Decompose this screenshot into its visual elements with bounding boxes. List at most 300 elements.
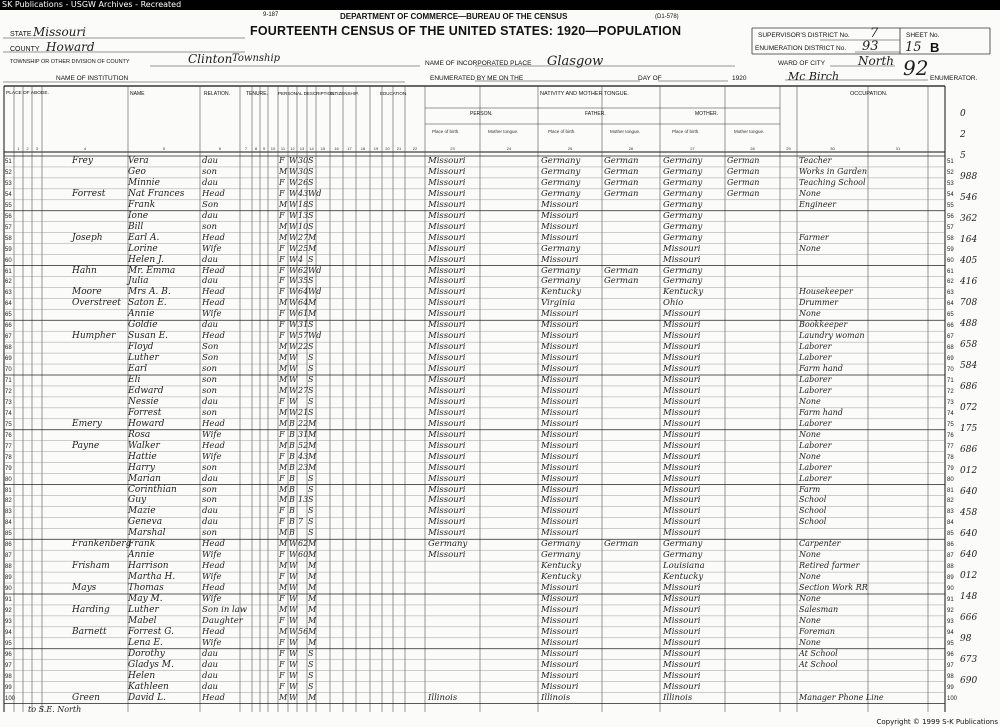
row-number: 86 — [5, 542, 12, 549]
row-number: 59 — [947, 246, 954, 253]
cell-mtongue: German — [727, 156, 760, 165]
cell-sex: M — [279, 528, 288, 538]
cell-fbirth: Missouri — [541, 199, 579, 210]
row-number: 95 — [947, 640, 954, 647]
row-number: 79 — [5, 465, 12, 472]
row-number: 61 — [947, 268, 954, 275]
margin-number: 666 — [960, 613, 978, 623]
cell-occ: Laundry woman — [799, 331, 865, 341]
cell-fbirth: Germany — [541, 265, 581, 276]
cell-mbirth: Missouri — [663, 473, 701, 484]
enumerated-label: ENUMERATED BY ME ON THE — [430, 75, 524, 82]
cell-mbirth: Illinois — [663, 692, 693, 703]
cell-occ: Manager Phone Line — [799, 692, 884, 702]
cell-given: Susan E. — [128, 331, 169, 342]
cell-birth: Missouri — [428, 320, 466, 331]
cell-ms: M — [308, 298, 317, 308]
footer-note: to S.E. North — [28, 705, 82, 714]
row-number: 72 — [5, 388, 12, 395]
cell-sex: F — [279, 309, 285, 319]
cell-sex: M — [279, 462, 288, 472]
cell-mbirth: Kentucky — [663, 572, 704, 583]
cell-birth: Missouri — [428, 331, 466, 342]
cell-rel: dau — [202, 396, 218, 407]
cell-surname: Emery — [72, 418, 102, 429]
cell-fbirth: Missouri — [541, 385, 579, 396]
cell-ms: M — [308, 451, 317, 461]
cell-fbirth: Missouri — [541, 484, 579, 495]
row-number: 57 — [5, 224, 12, 231]
cell-mtongue: German — [727, 188, 760, 198]
row-number: 74 — [947, 410, 954, 417]
row-number: 94 — [947, 629, 954, 636]
cell-race: B — [289, 451, 295, 461]
margin-number: 686 — [960, 445, 978, 455]
row-number: 100 — [947, 695, 958, 702]
cell-occ: Farm — [799, 484, 821, 494]
cell-age: 13 — [298, 495, 309, 505]
cell-ms: M — [308, 604, 317, 614]
cell-fbirth: Missouri — [541, 451, 579, 462]
cell-mbirth: Missouri — [663, 364, 701, 375]
cell-surname: Payne — [72, 440, 100, 451]
column-number: 13 — [299, 146, 305, 151]
row-number: 71 — [947, 378, 954, 384]
sheet-value: 15 — [905, 40, 922, 55]
cell-ms: S — [308, 342, 314, 352]
cell-fbirth: Kentucky — [541, 287, 582, 298]
cell-rel: Son — [202, 199, 219, 210]
row-number: 92 — [947, 607, 954, 614]
occupation-header: OCCUPATION. — [850, 91, 888, 97]
cell-age: 18 — [298, 199, 309, 209]
cell-surname: Moore — [72, 287, 102, 298]
cell-race: W — [289, 287, 298, 297]
row-number: 60 — [5, 257, 12, 264]
cell-age: 60 — [298, 550, 309, 560]
census-title: FOURTEENTH CENSUS OF THE UNITED STATES: 1920—POPULATION — [250, 24, 682, 38]
cell-race: W — [289, 156, 298, 165]
cell-occ: None — [799, 243, 821, 253]
institution-label: NAME OF INSTITUTION — [56, 75, 129, 82]
column-number: 14 — [309, 146, 314, 151]
cell-mbirth: Missouri — [663, 353, 701, 364]
cell-mbirth: Missouri — [663, 385, 701, 396]
cell-rel: Wife — [202, 550, 222, 561]
cell-race: W — [289, 364, 298, 374]
cell-race: W — [289, 166, 298, 176]
row-number: 90 — [947, 586, 954, 593]
cell-mbirth: Germany — [663, 177, 703, 188]
cell-birth: Missouri — [428, 473, 466, 484]
cell-occ: Housekeeper — [799, 287, 853, 297]
cell-mtongue: German — [727, 177, 760, 187]
cell-fbirth: Missouri — [541, 604, 579, 615]
cell-ms: S — [308, 396, 314, 406]
cell-occ: Laborer — [799, 342, 832, 352]
row-number: 96 — [947, 651, 954, 658]
cell-ftongue: German — [604, 276, 639, 287]
cell-sex: F — [279, 265, 285, 275]
cell-ftongue: German — [604, 156, 639, 166]
cell-occ: Salesman — [799, 604, 839, 614]
margin-number: 2 — [960, 130, 966, 140]
cell-occ: Bookkeeper — [799, 320, 848, 330]
cell-given: Mr. Emma — [128, 265, 176, 276]
cell-mbirth: Missouri — [663, 528, 701, 539]
cell-age: 23 — [298, 462, 309, 472]
cell-mbirth: Missouri — [663, 583, 701, 594]
mother-birth-sub: Place of birth. — [672, 129, 700, 134]
cell-birth: Missouri — [428, 385, 466, 396]
cell-rel: dau — [202, 156, 218, 166]
cell-sex: M — [279, 539, 288, 549]
corner-number: 92 — [903, 56, 929, 80]
cell-race: B — [289, 528, 295, 538]
cell-fbirth: Missouri — [541, 626, 579, 637]
cell-ms: M — [308, 572, 317, 582]
cell-sex: M — [279, 166, 288, 176]
cell-race: W — [289, 594, 298, 603]
cell-age: 64 — [298, 287, 309, 297]
cell-fbirth: Germany — [541, 539, 581, 550]
cell-age: 26 — [298, 177, 309, 187]
cell-birth: Missouri — [428, 462, 466, 473]
cell-rel: Head — [202, 287, 225, 298]
cell-birth: Missouri — [428, 550, 466, 561]
row-number: 77 — [947, 443, 954, 450]
row-number: 74 — [5, 410, 12, 417]
cell-occ: Laborer — [799, 353, 832, 363]
cell-fbirth: Missouri — [541, 210, 579, 221]
cell-rel: dau — [202, 517, 218, 528]
cell-fbirth: Missouri — [541, 232, 579, 243]
cell-ms: S — [308, 659, 314, 669]
cell-ms: S — [308, 506, 314, 516]
cell-race: W — [289, 692, 298, 702]
cell-given: Floyd — [128, 342, 154, 353]
person-tongue-sub: Mother tongue. — [488, 129, 519, 134]
ward-value: North — [858, 54, 895, 68]
cell-ms: Wd — [308, 188, 322, 198]
row-number: 62 — [947, 279, 954, 286]
row-number: 76 — [947, 432, 954, 439]
row-number: 98 — [947, 673, 954, 680]
cell-age: 43 — [298, 451, 309, 461]
cell-rel: son — [202, 528, 217, 539]
cell-ms: M — [308, 626, 317, 636]
archive-banner: SK Publications - USGW Archives - Recreated — [0, 0, 1000, 10]
cell-race: W — [289, 232, 298, 242]
row-number: 82 — [947, 498, 954, 505]
cell-fbirth: Missouri — [541, 583, 579, 594]
cell-ms: S — [308, 353, 314, 363]
row-number: 91 — [5, 597, 12, 603]
row-number: 87 — [5, 553, 12, 560]
cell-given: Goldie — [128, 320, 158, 331]
township-value: Clinton — [188, 52, 233, 66]
cell-occ: School — [799, 506, 827, 516]
cell-fbirth: Germany — [541, 550, 581, 561]
margin-number: 690 — [960, 676, 978, 686]
row-number: 97 — [947, 662, 954, 669]
year-label: 1920 — [732, 75, 747, 82]
column-number: 9 — [262, 146, 266, 151]
cell-race: W — [289, 210, 298, 220]
cell-sex: M — [279, 199, 288, 209]
cell-occ: None — [799, 637, 821, 647]
row-number: 68 — [947, 345, 954, 352]
row-number: 73 — [947, 399, 954, 406]
cell-mbirth: Missouri — [663, 517, 701, 528]
cell-ms: Wd — [308, 331, 322, 341]
cell-ms: S — [308, 199, 314, 209]
row-number: 72 — [947, 388, 954, 395]
relation-header: RELATION. — [204, 91, 231, 97]
cell-ms: S — [308, 484, 314, 494]
cell-sex: M — [279, 583, 288, 593]
cell-sex: F — [279, 429, 285, 439]
column-number: 15 — [320, 146, 326, 151]
cell-mbirth: Missouri — [663, 495, 701, 506]
cell-sex: M — [279, 604, 288, 614]
cell-fbirth: Germany — [541, 188, 581, 199]
cell-given: Forrest — [128, 407, 162, 418]
cell-birth: Missouri — [428, 528, 466, 539]
cell-fbirth: Missouri — [541, 342, 579, 353]
cell-birth: Missouri — [428, 166, 466, 177]
cell-mbirth: Germany — [663, 188, 703, 199]
cell-rel: son — [202, 495, 217, 506]
cell-sex: M — [279, 385, 288, 395]
cell-birth: Missouri — [428, 440, 466, 451]
mother-tongue-sub: Mother tongue. — [734, 129, 765, 134]
margin-number: 458 — [960, 508, 978, 518]
cell-fbirth: Kentucky — [541, 572, 582, 583]
cell-mbirth: Missouri — [663, 451, 701, 462]
cell-mbirth: Germany — [663, 265, 703, 276]
cell-rel: Son — [202, 342, 219, 353]
cell-ms: M — [308, 309, 317, 319]
row-number: 56 — [5, 213, 12, 220]
cell-given: Mabel — [128, 615, 157, 626]
cell-occ: Drummer — [799, 298, 839, 308]
cell-sex: F — [279, 396, 285, 406]
cell-ms: S — [308, 375, 314, 384]
cell-fbirth: Illinois — [541, 692, 571, 703]
cell-rel: Wife — [202, 637, 222, 648]
cell-mbirth: Missouri — [663, 418, 701, 429]
margin-number: 673 — [960, 655, 978, 665]
cell-rel: Head — [202, 265, 225, 276]
cell-given: Walker — [128, 440, 160, 451]
cell-given: Ione — [128, 210, 149, 221]
cell-fbirth: Missouri — [541, 495, 579, 506]
row-number: 96 — [5, 651, 12, 658]
cell-ms: S — [308, 495, 314, 505]
cell-given: Saton E. — [128, 298, 167, 309]
row-number: 84 — [5, 520, 12, 527]
enumeration-value: 93 — [862, 39, 879, 54]
cell-race: B — [289, 495, 295, 505]
cell-race: W — [289, 550, 298, 560]
cell-sex: M — [279, 375, 288, 384]
cell-surname: Frey — [72, 156, 93, 166]
row-number: 75 — [5, 421, 12, 428]
cell-occ: None — [799, 188, 821, 198]
column-number: 10 — [270, 146, 276, 151]
cell-mbirth: Missouri — [663, 309, 701, 320]
cell-rel: Wife — [202, 594, 222, 604]
form-number: 9-187 — [263, 12, 279, 18]
cell-occ: Engineer — [799, 199, 837, 209]
personal-header: PERSONAL DESCRIPTION. — [278, 91, 336, 96]
margin-number: 640 — [960, 550, 978, 560]
cell-mbirth: Missouri — [663, 637, 701, 648]
cell-ms: S — [308, 156, 314, 165]
cell-ftongue: German — [604, 177, 639, 188]
cell-sex: F — [279, 517, 285, 527]
cell-given: Geneva — [128, 517, 163, 528]
cell-given: Thomas — [128, 583, 164, 594]
row-number: 54 — [5, 191, 12, 198]
cell-fbirth: Missouri — [541, 320, 579, 331]
cell-age: 57 — [298, 331, 309, 341]
cell-rel: Wife — [202, 572, 222, 583]
cell-birth: Missouri — [428, 254, 466, 265]
row-number: 64 — [5, 301, 12, 308]
cell-mbirth: Missouri — [663, 440, 701, 451]
cell-given: Harry — [128, 462, 155, 473]
row-number: 82 — [5, 498, 12, 505]
enumerator-value: Mc Birch — [788, 70, 840, 83]
row-number: 81 — [5, 487, 12, 494]
cell-mbirth: Missouri — [663, 659, 701, 670]
cell-race: W — [289, 396, 298, 406]
cell-fbirth: Germany — [541, 177, 581, 188]
cell-ms: S — [308, 528, 314, 538]
cell-rel: dau — [202, 276, 218, 287]
cell-mbirth: Germany — [663, 199, 703, 210]
cell-mbirth: Missouri — [663, 626, 701, 637]
township-label: TOWNSHIP OR OTHER DIVISION OF COUNTY — [10, 59, 130, 65]
cell-given: Kathleen — [128, 681, 169, 692]
row-number: 73 — [5, 399, 12, 406]
margin-number: 98 — [960, 634, 972, 644]
cell-birth: Missouri — [428, 396, 466, 407]
cell-fbirth: Missouri — [541, 364, 579, 375]
cell-given: Marian — [128, 473, 161, 484]
cell-rel: dau — [202, 473, 218, 484]
margin-number: 072 — [960, 403, 978, 413]
cell-surname: Green — [72, 692, 100, 703]
row-number: 92 — [5, 607, 12, 614]
row-number: 89 — [947, 575, 954, 582]
cell-rel: Wife — [202, 451, 222, 462]
citizenship-header: CITIZENSHIP. — [330, 91, 359, 96]
row-number: 69 — [5, 356, 12, 363]
cell-ftongue: German — [604, 539, 639, 550]
cell-occ: Section Work RR — [799, 583, 868, 593]
row-number: 63 — [947, 290, 954, 297]
cell-sex: M — [279, 232, 288, 242]
cell-occ: Carpenter — [799, 539, 841, 549]
cell-race: W — [289, 276, 298, 286]
row-number: 80 — [5, 476, 12, 483]
cell-occ: None — [799, 550, 821, 560]
cell-birth: Missouri — [428, 210, 466, 221]
cell-fbirth: Missouri — [541, 353, 579, 364]
education-header: EDUCATION. — [380, 91, 408, 96]
cell-ms: S — [308, 320, 314, 330]
cell-ms: S — [308, 166, 314, 176]
column-number: 5 — [162, 146, 166, 151]
cell-sex: M — [279, 407, 288, 417]
cell-age: 62 — [298, 265, 309, 275]
row-number: 88 — [5, 564, 12, 571]
row-number: 60 — [947, 257, 954, 264]
cell-rel: Head — [202, 692, 225, 703]
row-number: 63 — [5, 290, 12, 297]
row-number: 94 — [5, 629, 12, 636]
margin-number: 0 — [960, 109, 966, 119]
row-number: 75 — [947, 421, 954, 428]
cell-sex: F — [279, 506, 285, 516]
cell-given: Rosa — [128, 429, 151, 440]
cell-mbirth: Missouri — [663, 331, 701, 342]
cell-sex: M — [279, 418, 288, 428]
mother-header: MOTHER. — [695, 111, 719, 117]
cell-occ: None — [799, 594, 821, 603]
cell-occ: None — [799, 429, 821, 439]
cell-birth: Missouri — [428, 243, 466, 254]
cell-given: Helen — [128, 670, 156, 681]
cell-mbirth: Missouri — [663, 320, 701, 331]
column-number: 6 — [218, 146, 222, 151]
row-number: 66 — [947, 323, 954, 330]
column-number: 11 — [280, 146, 286, 151]
supervisor-value: 7 — [870, 26, 879, 41]
form-code: (D1-578) — [655, 14, 679, 20]
column-number: 1 — [17, 146, 20, 151]
cell-fbirth: Kentucky — [541, 561, 582, 572]
cell-race: W — [289, 615, 298, 625]
cell-age: 43 — [298, 188, 309, 198]
cell-given: Marshal — [128, 528, 166, 539]
cell-occ: At School — [799, 659, 838, 669]
cell-mbirth: Missouri — [663, 615, 701, 626]
row-number: 57 — [947, 224, 954, 231]
cell-occ: Laborer — [799, 375, 832, 384]
cell-rel: dau — [202, 659, 218, 670]
cell-given: Dorothy — [128, 648, 165, 659]
row-number: 83 — [5, 509, 12, 516]
copyright-notice: Copyright © 1999 S-K Publications — [876, 718, 998, 726]
cell-race: W — [289, 604, 298, 614]
margin-number: 012 — [960, 571, 978, 581]
cell-sex: M — [279, 353, 288, 363]
cell-rel: Head — [202, 188, 225, 199]
margin-number: 148 — [960, 592, 978, 602]
row-number: 68 — [5, 345, 12, 352]
column-number: 31 — [895, 146, 901, 151]
cell-mbirth: Germany — [663, 550, 703, 561]
row-number: 51 — [947, 159, 954, 165]
column-number: 30 — [830, 146, 835, 151]
row-number: 77 — [5, 443, 12, 450]
cell-ms: S — [308, 364, 314, 374]
cell-fbirth: Missouri — [541, 309, 579, 320]
